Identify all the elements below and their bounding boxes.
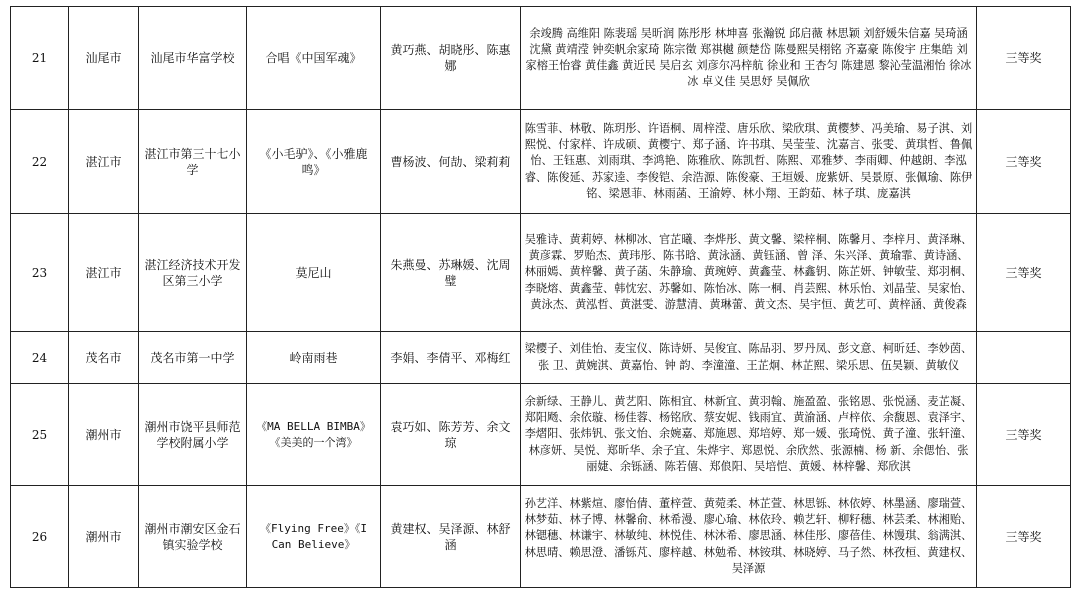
row-number: 25: [11, 384, 69, 486]
award-cell: 三等奖: [977, 486, 1071, 588]
award-table-container: [10, 6, 1070, 588]
table-row: [11, 110, 1071, 214]
teachers-cell: 黄建权、吴泽源、林舒涵: [381, 486, 521, 588]
award-cell: 三等奖: [977, 214, 1071, 332]
work-cell: 合唱《中国军魂》: [247, 7, 381, 110]
table-row: [11, 384, 1071, 486]
teachers-cell: 黄巧燕、胡晓彤、陈惠娜: [381, 7, 521, 110]
city-cell: 汕尾市: [69, 7, 139, 110]
work-cell: 《小毛驴》、《小雅鹿鸣》: [247, 110, 381, 214]
city-cell: 潮州市: [69, 384, 139, 486]
award-table: [10, 6, 1071, 588]
award-cell: 三等奖: [977, 384, 1071, 486]
work-cell: 岭南雨巷: [247, 332, 381, 384]
row-number: 26: [11, 486, 69, 588]
teachers-cell: 袁巧如、陈芳芳、余文琼: [381, 384, 521, 486]
row-number: 23: [11, 214, 69, 332]
award-cell: 三等奖: [977, 7, 1071, 110]
table-row: [11, 332, 1071, 384]
city-cell: 潮州市: [69, 486, 139, 588]
work-cell: 莫尼山: [247, 214, 381, 332]
row-number: 22: [11, 110, 69, 214]
students-cell: 余竣腾 高维阳 陈裴瑶 吴昕润 陈彤彤 林坤喜 张瀚锐 邱启薇 林思颖 刘舒媛朱信嘉 吴琦涵 沈黛 黄靖滢 钟奕帆余家琦 陈宗徵 郑祺樾 颜楚岱 陈曼熙吴栩铭 齐嘉豪 陈俊宇 庄集皓 刘家榕王怡睿 黄佳鑫 黄近民 吴启玄 刘彦尔冯梓航 徐业和 王杏匀 陈建恩 黎沁莹温湘怡 徐冰冰 卓义佳 吴思妤 吴佩欣: [521, 7, 977, 110]
students-cell: 余新绿、王静儿、黄艺阳、陈相宜、林新宜、黄羽翰、施盈盈、张铭恩、张悦涵、麦芷凝、郑阳飏、余依璇、杨佳蓉、杨铭欣、蔡安妮、钱雨宜、黄渝涵、卢梓依、余馥恩、袁泽宇、李熠阳、张炜钒、张文怡、余婉嘉、郑施恩、郑培婷、郑一媛、张琦悦、黄子潼、张轩潼、林彦妍、吴悦、郑昕华、余子宜、朱烨宇、郑恩悦、余欣然、张源楠、杨 新、余偲怡、张丽婕、余铄涵、陈若僖、郑俍阳、吴培恺、黄媛、林梓馨、郑欣淇: [521, 384, 977, 486]
city-cell: 茂名市: [69, 332, 139, 384]
teachers-cell: 李娟、李倩平、邓梅红: [381, 332, 521, 384]
row-number: 24: [11, 332, 69, 384]
table-row: [11, 214, 1071, 332]
students-cell: 陈雪菲、林敬、陈玥彤、许语桐、周梓滢、唐乐欣、梁欣琪、黄樱梦、冯美瑜、易子淇、刘熙悦、付家样、许成硕、黄樱宁、郑子涵、许书琪、吴莹莹、沈嘉言、张雯、黄琪哲、鲁佩怡、王钰惠、刘雨琪、李鸿艳、陈雅欣、陈凯哲、陈熙、邓雅梦、李雨卿、仲越朗、李泓睿、陈俊延、苏家逵、李俊铠、余浩源、陈俊豪、王垣媛、庞紫妍、吴景原、张佩瑜、陈伊铭、梁恩菲、林雨菡、王渝婷、林小翔、王韵茹、林子琪、庞嘉淇: [521, 110, 977, 214]
school-cell: 茂名市第一中学: [139, 332, 247, 384]
teachers-cell: 朱燕曼、苏琳媛、沈周璧: [381, 214, 521, 332]
work-cell: 《Flying Free》《I Can Believe》: [247, 486, 381, 588]
row-number: 21: [11, 7, 69, 110]
students-cell: 吴雅诗、黄莉婷、林柳冰、官芷曦、李烨彤、黄文馨、梁梓桐、陈馨月、李梓月、黄泽琳、黄彦霖、罗贻杰、黄玮彤、陈书晗、黄泳涵、黄钰涵、曾 泽、朱兴泽、黄瑜霏、黄诗涵、林丽嫣、黄梓馨、黄子菡、朱静瑜、黄琬婷、黄鑫莹、林鑫钥、陈芷妍、钟敏莹、郑羽桐、李晓熔、黄鑫莹、韩忱宏、苏馨如、陈怡冰、陈一桐、肖芸熙、林乐怡、刘晶莹、吴家怡、黄泳杰、黄泓哲、黄湛雯、游慧清、黄琳蕾、黄文杰、吴宇恒、黄艺可、黄梓涵、黄俊森: [521, 214, 977, 332]
school-cell: 湛江市第三十七小学: [139, 110, 247, 214]
school-cell: 汕尾市华富学校: [139, 7, 247, 110]
school-cell: 湛江经济技术开发区第三小学: [139, 214, 247, 332]
teachers-cell: 曹杨波、何劼、梁莉莉: [381, 110, 521, 214]
students-cell: 孙艺洋、林紫煊、廖怡倩、董梓萱、黄菀柔、林芷萱、林思铄、林依婷、林墨涵、廖瑞萱、林梦茹、林子博、林馨俞、林希漫、廖心瑜、林依玲、赖艺轩、柳籽穗、林芸柔、林湘贻、林锶穗、林谦宇、林敏纯、林悦佳、林沐希、廖思涵、林佳彤、廖蓓佳、林馒琪、翁满淇、林思晴、赖思澄、潘铄芃、廖梓越、林勉希、林铵琪、林晓婷、马子然、林孜桓、黄建权、吴泽源: [521, 486, 977, 588]
award-cell: [977, 332, 1071, 384]
work-cell: 《MA BELLA BIMBA》《美美的一个湾》: [247, 384, 381, 486]
table-row: [11, 486, 1071, 588]
city-cell: 湛江市: [69, 214, 139, 332]
school-cell: 潮州市饶平县师范学校附属小学: [139, 384, 247, 486]
award-cell: 三等奖: [977, 110, 1071, 214]
table-row: [11, 7, 1071, 110]
school-cell: 潮州市潮安区金石镇实验学校: [139, 486, 247, 588]
students-cell: 梁樱子、刘佳怡、麦宝仪、陈诗妍、吴俊宜、陈品羽、罗丹凤、彭文意、柯昕廷、李妙茵、张 卫、黄婉淇、黄嘉怡、钟 韵、李潼潼、王芷炯、林芷熙、梁乐思、伍昊颖、黄敏仪: [521, 332, 977, 384]
city-cell: 湛江市: [69, 110, 139, 214]
